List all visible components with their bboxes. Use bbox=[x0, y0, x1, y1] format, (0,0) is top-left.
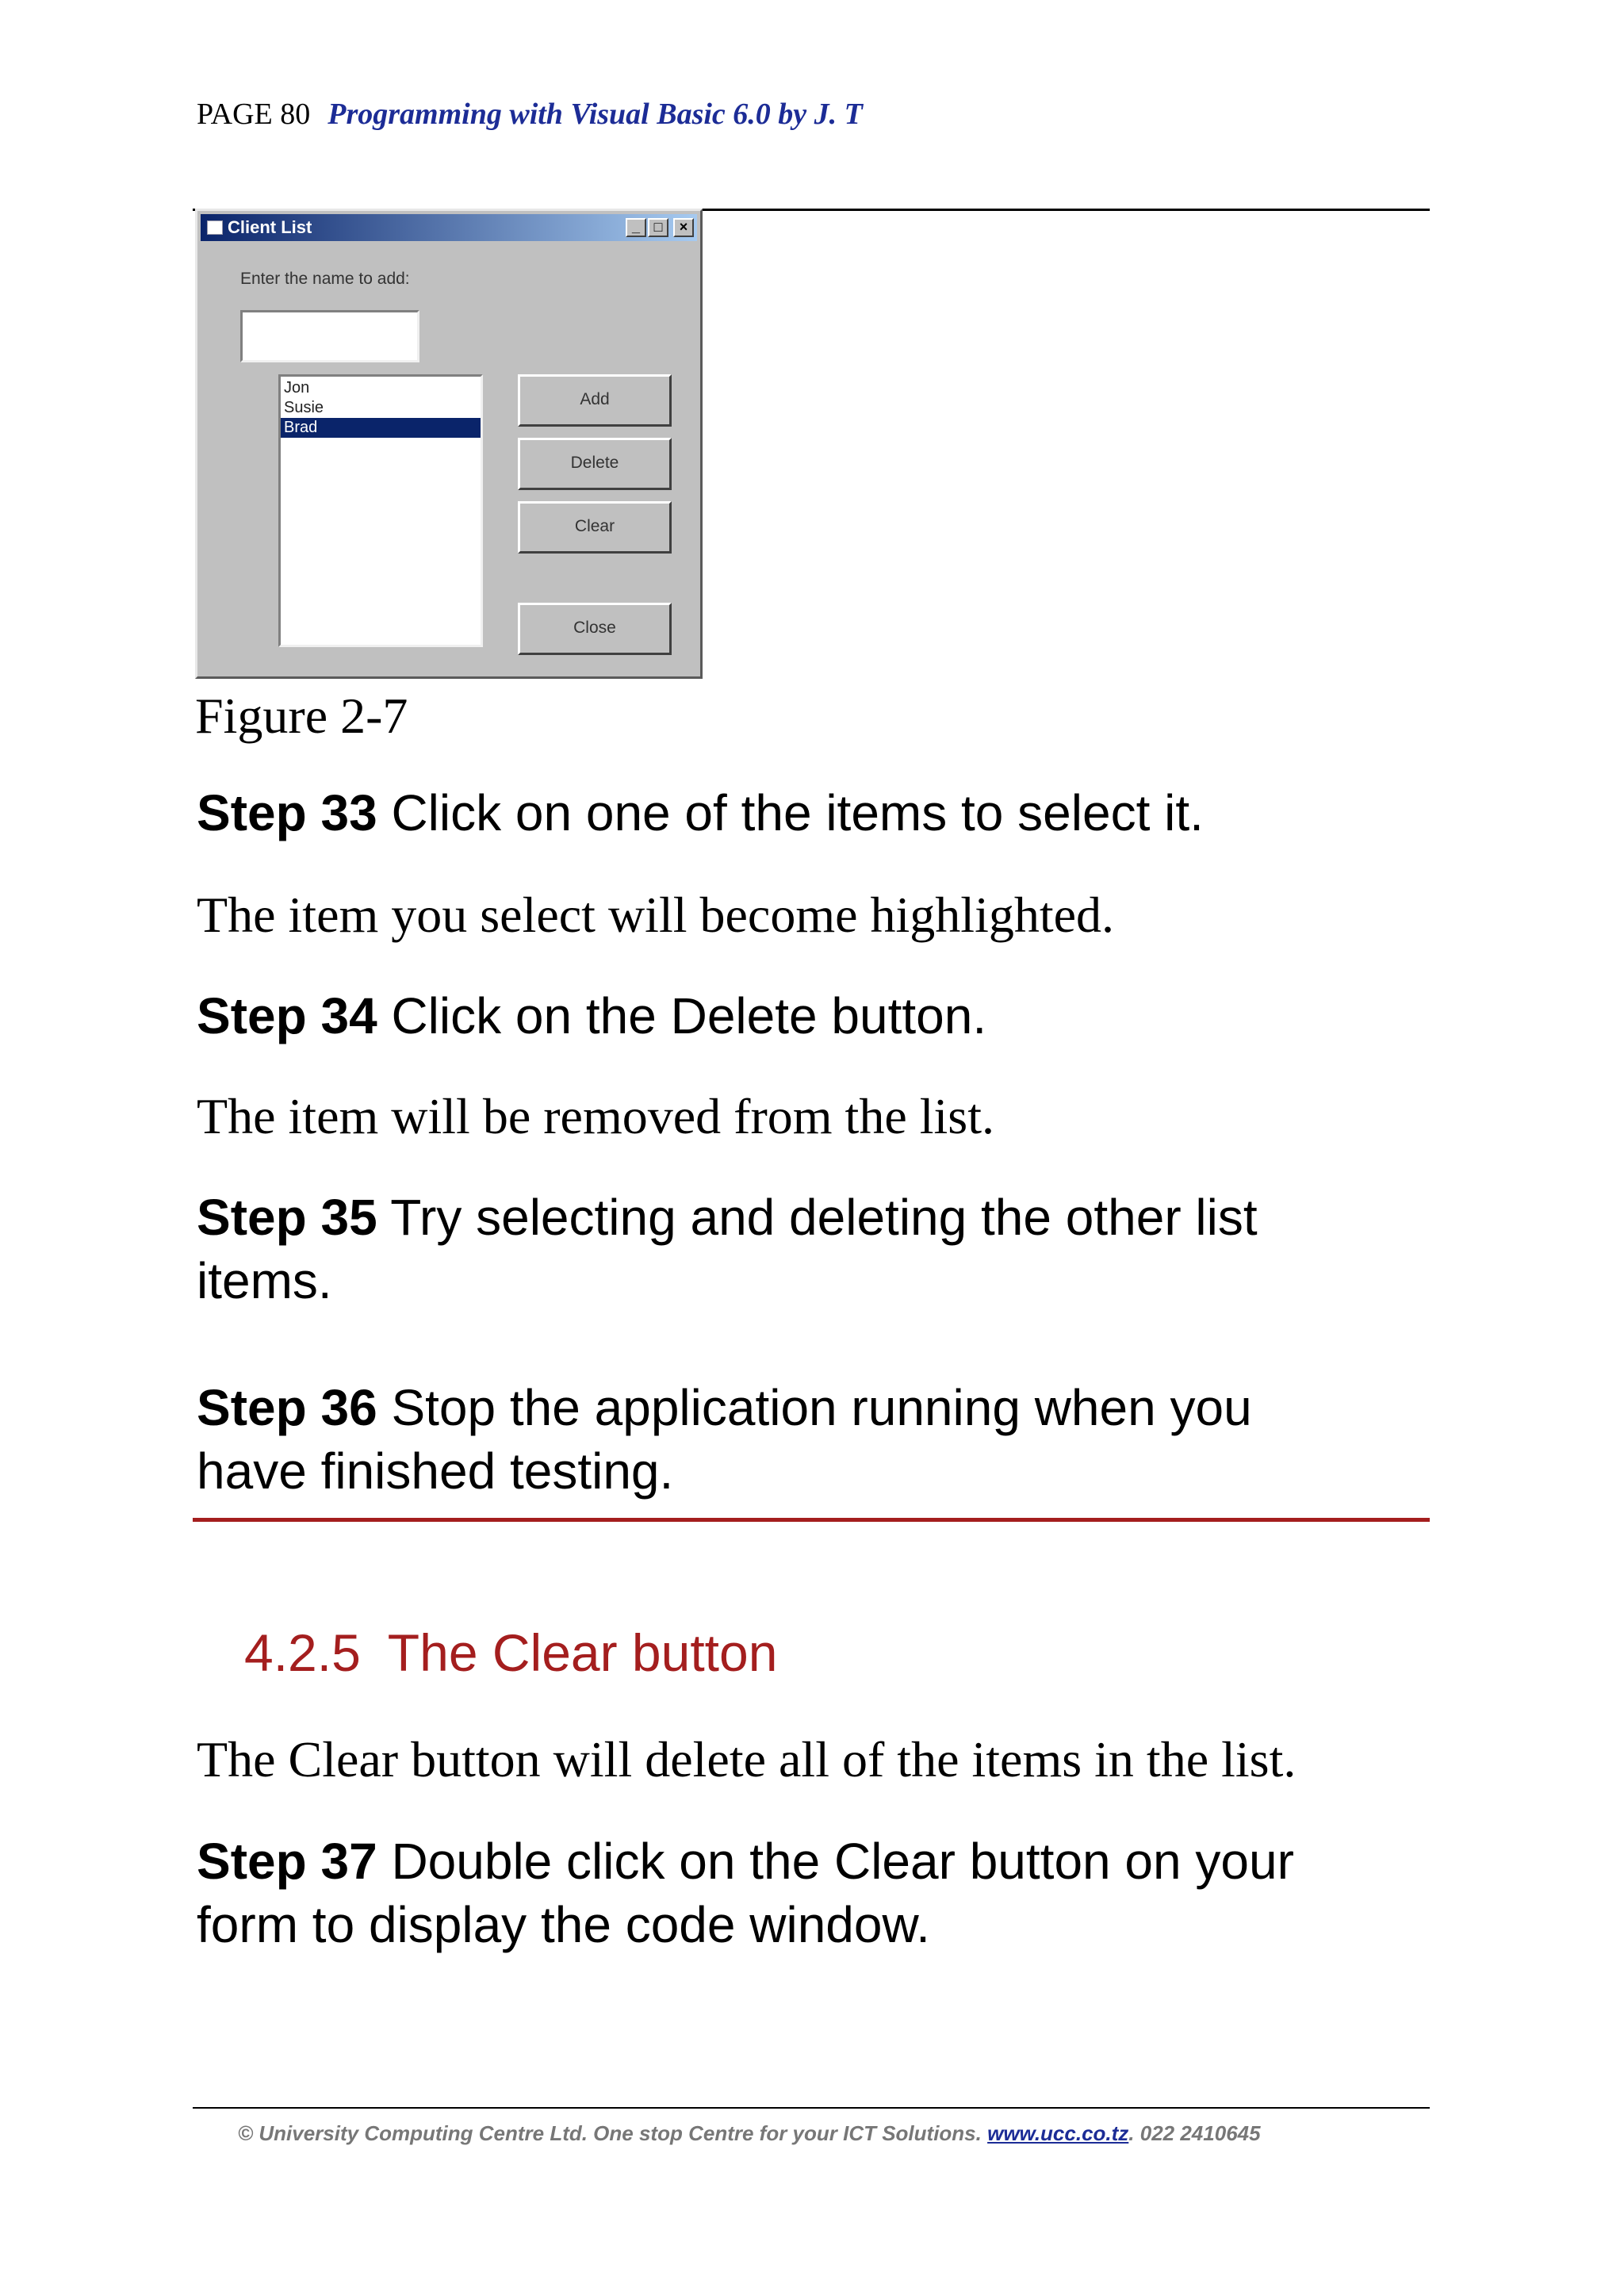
maximize-icon[interactable]: □ bbox=[648, 218, 668, 237]
step-35 bbox=[197, 1186, 1258, 1312]
client-list-window bbox=[195, 209, 703, 679]
window-titlebar bbox=[201, 214, 697, 241]
step-label: Step 33 bbox=[197, 784, 377, 841]
page-footer bbox=[238, 2121, 1261, 2146]
footer-url-link[interactable]: www.ucc.co.tz bbox=[987, 2121, 1129, 2145]
close-button[interactable]: Close bbox=[518, 603, 672, 655]
section-intro: The Clear button will delete all of the items in the list. bbox=[197, 1731, 1297, 1787]
step-label: Step 35 bbox=[197, 1189, 377, 1246]
name-input[interactable] bbox=[240, 310, 419, 362]
delete-button[interactable]: Delete bbox=[518, 438, 672, 490]
footer-rule bbox=[193, 2107, 1430, 2109]
close-window-icon[interactable]: × bbox=[673, 218, 694, 237]
step-label: Step 36 bbox=[197, 1379, 377, 1436]
step-text: Click on one of the items to select it. bbox=[391, 784, 1204, 841]
step-text-continued: have finished testing. bbox=[197, 1443, 674, 1500]
step-33 bbox=[197, 781, 1204, 845]
list-item-selected[interactable]: Brad bbox=[281, 418, 481, 438]
minimize-icon[interactable]: _ bbox=[626, 218, 646, 237]
step-34 bbox=[197, 984, 986, 1048]
paragraph-highlighted: The item you select will become highlighted. bbox=[197, 887, 1115, 943]
step-36 bbox=[197, 1376, 1252, 1503]
client-listbox[interactable] bbox=[278, 374, 483, 647]
step-37 bbox=[197, 1829, 1294, 1956]
page-number: PAGE 80 bbox=[197, 98, 311, 131]
step-text: Click on the Delete button. bbox=[391, 987, 987, 1044]
section-divider bbox=[193, 1518, 1430, 1522]
prompt-label: Enter the name to add: bbox=[240, 270, 410, 288]
clear-button[interactable]: Clear bbox=[518, 501, 672, 554]
step-label: Step 34 bbox=[197, 987, 377, 1044]
section-number: 4.2.5 bbox=[244, 1623, 361, 1682]
step-text-continued: form to display the code window. bbox=[197, 1896, 930, 1953]
add-button[interactable]: Add bbox=[518, 374, 672, 427]
page-header bbox=[197, 97, 863, 132]
list-item[interactable]: Jon bbox=[284, 379, 310, 397]
figure-caption: Figure 2-7 bbox=[195, 688, 408, 744]
footer-phone: . 022 2410645 bbox=[1128, 2121, 1261, 2145]
paragraph-removed: The item will be removed from the list. bbox=[197, 1088, 994, 1144]
step-label: Step 37 bbox=[197, 1833, 377, 1890]
step-text: Stop the application running when you bbox=[391, 1379, 1252, 1436]
app-icon bbox=[207, 220, 223, 235]
list-item[interactable]: Susie bbox=[284, 399, 324, 416]
book-title: Programming with Visual Basic 6.0 by J. T bbox=[327, 98, 863, 131]
step-text: Try selecting and deleting the other list bbox=[390, 1189, 1258, 1246]
step-text-continued: items. bbox=[197, 1252, 332, 1309]
section-title: The Clear button bbox=[387, 1623, 778, 1682]
footer-copyright: © University Computing Centre Ltd. One stop Centre for your ICT Solutions. bbox=[238, 2121, 982, 2145]
section-heading bbox=[244, 1623, 777, 1683]
window-title: Client List bbox=[228, 217, 312, 237]
step-text: Double click on the Clear button on your bbox=[391, 1833, 1294, 1890]
